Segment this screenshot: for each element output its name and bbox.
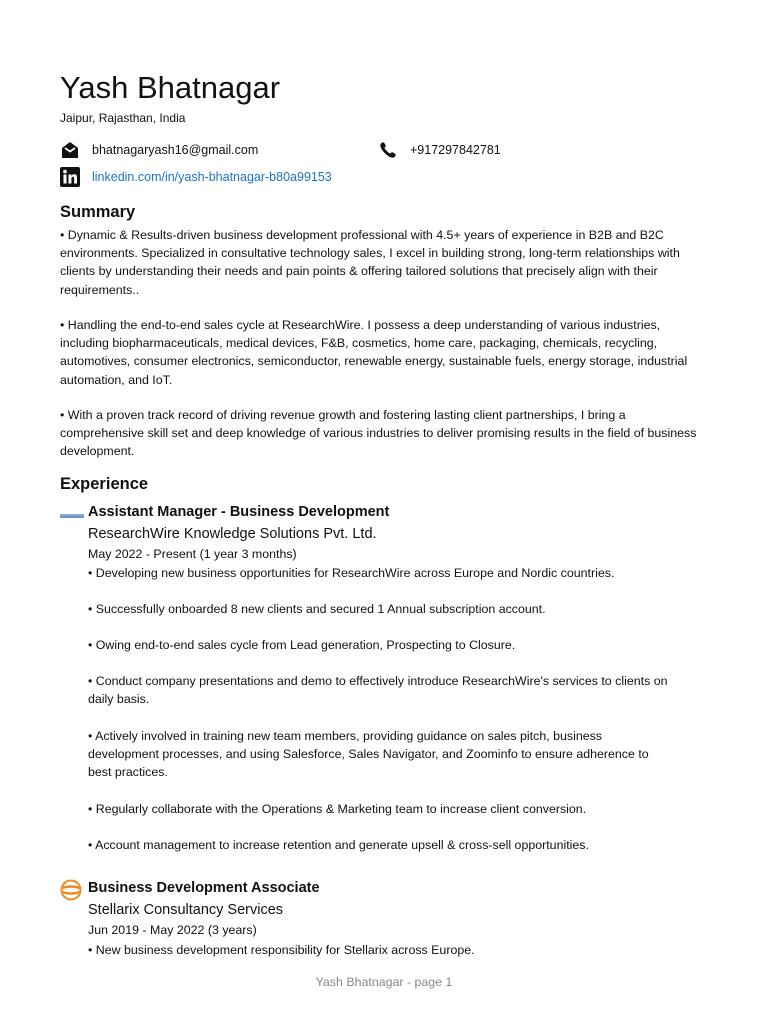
page-footer: Yash Bhatnagar - page 1 xyxy=(315,975,453,989)
phone-contact xyxy=(378,140,501,160)
job-company: Stellarix Consultancy Services xyxy=(88,902,284,918)
email-text[interactable]: bhatnagaryash16@gmail.com xyxy=(92,143,259,157)
job-dates: Jun 2019 - May 2022 (3 years) xyxy=(88,923,257,937)
job-bullet: • Conduct company presentations and demo to effectively introduce ResearchWire's services to clients on daily basis. xyxy=(88,674,668,707)
job-title: Assistant Manager - Business Development xyxy=(88,504,390,520)
phone-text[interactable]: +917297842781 xyxy=(410,143,501,157)
summary-paragraph-1: • Dynamic & Results-driven business development professional with 4.5+ years of experience in B2B and B2C environments. Specialized in consultative technology sales, I excel in building strong, long-term relationships with clients by understanding their needs and pain points & offering tailored solutions that precisely align with their requirements.. xyxy=(60,228,680,297)
job-bullet: • Account management to increase retention and generate upsell & cross-sell opportunities. xyxy=(88,838,589,852)
candidate-location: Jaipur, Rajasthan, India xyxy=(60,111,186,125)
summary-paragraph-2: • Handling the end-to-end sales cycle at ResearchWire. I possess a deep understanding of various industries, including biopharmaceuticals, medical devices, F&B, cosmetics, home care, packaging, chemicals, recycling, automotives, consumer electronics, semiconductor, renewable energy, sustainable fuels, energy storage, industrial automation, and IoT. xyxy=(60,318,688,387)
job-bullet: • Successfully onboarded 8 new clients and secured 1 Annual subscription account. xyxy=(88,602,546,616)
linkedin-icon xyxy=(60,167,80,187)
researchwire-logo xyxy=(60,509,84,527)
email-contact xyxy=(60,140,258,160)
linkedin-contact xyxy=(60,167,332,187)
candidate-name: Yash Bhatnagar xyxy=(60,70,281,105)
experience-heading: Experience xyxy=(60,475,149,493)
job-bullet: • Actively involved in training new team members, providing guidance on sales pitch, business development processes, and using Salesforce, Sales Navigator, and Zoominfo to ensure adherence to best practices. xyxy=(88,729,649,780)
job-bullet: • Regularly collaborate with the Operations & Marketing team to increase client conversion. xyxy=(88,802,587,816)
job-dates: May 2022 - Present (1 year 3 months) xyxy=(88,547,297,561)
job-bullet: • New business development responsibility for Stellarix across Europe. xyxy=(88,943,475,957)
summary-heading: Summary xyxy=(60,203,136,221)
linkedin-link[interactable]: linkedin.com/in/yash-bhatnagar-b80a99153 xyxy=(92,170,332,184)
summary-paragraph-3: • With a proven track record of driving revenue growth and fostering lasting client partnerships, I bring a comprehensive skill set and deep knowledge of various industries to deliver promising results in the field of business development. xyxy=(60,408,697,459)
job-bullet: • Developing new business opportunities for ResearchWire across Europe and Nordic countries. xyxy=(88,566,615,580)
job-title: Business Development Associate xyxy=(88,880,320,896)
job-bullet: • Owing end-to-end sales cycle from Lead generation, Prospecting to Closure. xyxy=(88,638,516,652)
phone-icon xyxy=(378,140,398,160)
job-company: ResearchWire Knowledge Solutions Pvt. Ltd. xyxy=(88,526,377,542)
stellarix-logo xyxy=(60,879,82,906)
envelope-icon xyxy=(60,140,80,160)
